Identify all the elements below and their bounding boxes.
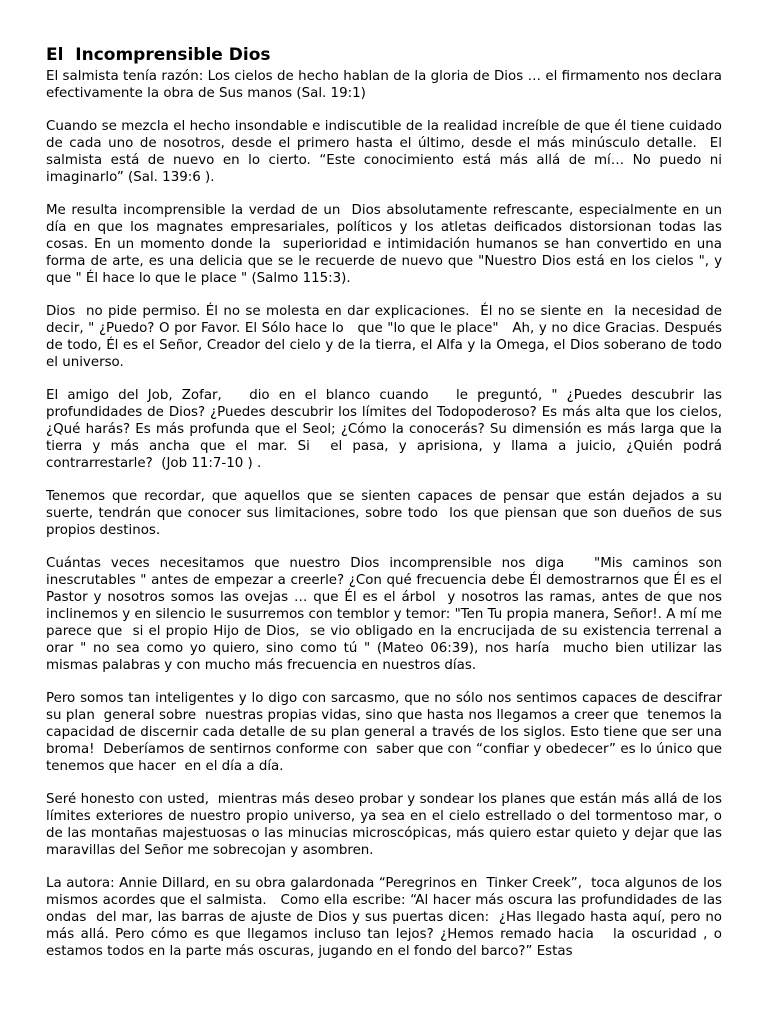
paragraph: El amigo del Job, Zofar, dio en el blanco cuando le preguntó, " ¿Puedes descubrir las profundidades de Dios? ¿Puedes descubrir los límites del Todopoderoso? Es más alta que los cielos, ¿Qué harás? Es más profunda que el Seol; ¿Cómo la conocerás? Su dimensión es más larga que la tierra y más ancha que el mar. Si el pasa, y aprisiona, y llama a juicio, ¿Quién podrá contrarrestarle? (Job 11:7-10 ) . (46, 388, 727, 471)
paragraph: Cuántas veces necesitamos que nuestro Dios incomprensible nos diga "Mis caminos son inescrutables " antes de empezar a creerle? ¿Con qué frecuencia debe Él demostrarnos que Él es el Pastor y nosotros somos las ovejas … que Él es el árbol y nosotros las ramas, antes de que nos inclinemos y en silencio le susurremos con temblor y temor: "Ten Tu propia manera, Señor!. A mí me parece que si el propio Hijo de Dios, se vio obligado en la encrucijada de su existencia terrenal a orar " no sea como yo quiero, sino como tú " (Mateo 06:39), nos haría mucho bien utilizar las mismas palabras y con mucho más frecuencia en nuestros días. (46, 556, 727, 673)
document-title: El Incomprensible Dios (46, 45, 271, 65)
paragraph: Dios no pide permiso. Él no se molesta en dar explicaciones. Él no se siente en la necesidad de decir, " ¿Puedo? O por Favor. El Sólo hace lo que "lo que le place" Ah, y no dice Gracias. Después de todo, Él es el Señor, Creador del cielo y de la tierra, el Alfa y la Omega, el Dios soberano de todo el universo. (46, 304, 727, 370)
paragraph: Tenemos que recordar, que aquellos que se sienten capaces de pensar que están dejados a su suerte, tendrán que conocer sus limitaciones, sobre todo los que piensan que son dueños de sus propios destinos. (46, 489, 727, 538)
paragraph: La autora: Annie Dillard, en su obra galardonada “Peregrinos en Tinker Creek”, toca algunos de los mismos acordes que el salmista. Como ella escribe: “Al hacer más oscura las profundidades de las ondas del mar, las barras de ajuste de Dios y sus puertas dicen: ¿Has llegado hasta aquí, pero no más allá. Pero cómo es que llegamos incluso tan lejos? ¿Hemos remado hacia la oscuridad , o estamos todos en la parte más oscuras, jugando en el fondo del barco?” Estas (46, 876, 727, 959)
paragraph: Cuando se mezcla el hecho insondable e indiscutible de la realidad increíble de que él tiene cuidado de cada uno de nosotros, desde el primero hasta el último, desde el más minúsculo detalle. El salmista está de nuevo en lo cierto. “Este conocimiento está más allá de mí… No puedo ni imaginarlo” (Sal. 139:6 ). (46, 119, 727, 185)
paragraph: Pero somos tan inteligentes y lo digo con sarcasmo, que no sólo nos sentimos capaces de descifrar su plan general sobre nuestras propias vidas, sino que hasta nos llegamos a creer que tenemos la capacidad de discernir cada detalle de su plan general a través de los siglos. Esto tiene que ser una broma! Deberíamos de sentirnos conforme con saber que con “confiar y obedecer” es lo único que tenemos que hacer en el día a día. (46, 691, 731, 774)
paragraph: Seré honesto con usted, mientras más deseo probar y sondear los planes que están más allá de los límites exteriores de nuestro propio universo, ya sea en el cielo estrellado o del tormentoso mar, o de las montañas majestuosas o las minucias microscópicas, más quiero estar quieto y dejar que las maravillas del Señor me sobrecojan y asombren. (46, 792, 727, 858)
paragraph: Me resulta incomprensible la verdad de un Dios absolutamente refrescante, especialmente en un día en que los magnates empresariales, políticos y los atletas deificados distorsionan todas las cosas. En un momento donde la superioridad e intimidación humanos se han convertido en una forma de arte, es una delicia que se le recuerde de nuevo que "Nuestro Dios está en los cielos ", y que " Él hace lo que le place " (Salmo 115:3). (46, 203, 731, 286)
paragraph: El salmista tenía razón: Los cielos de hecho hablan de la gloria de Dios … el firmamento nos declara efectivamente la obra de Sus manos (Sal. 19:1) (46, 69, 727, 101)
document-page (46, 44, 731, 976)
